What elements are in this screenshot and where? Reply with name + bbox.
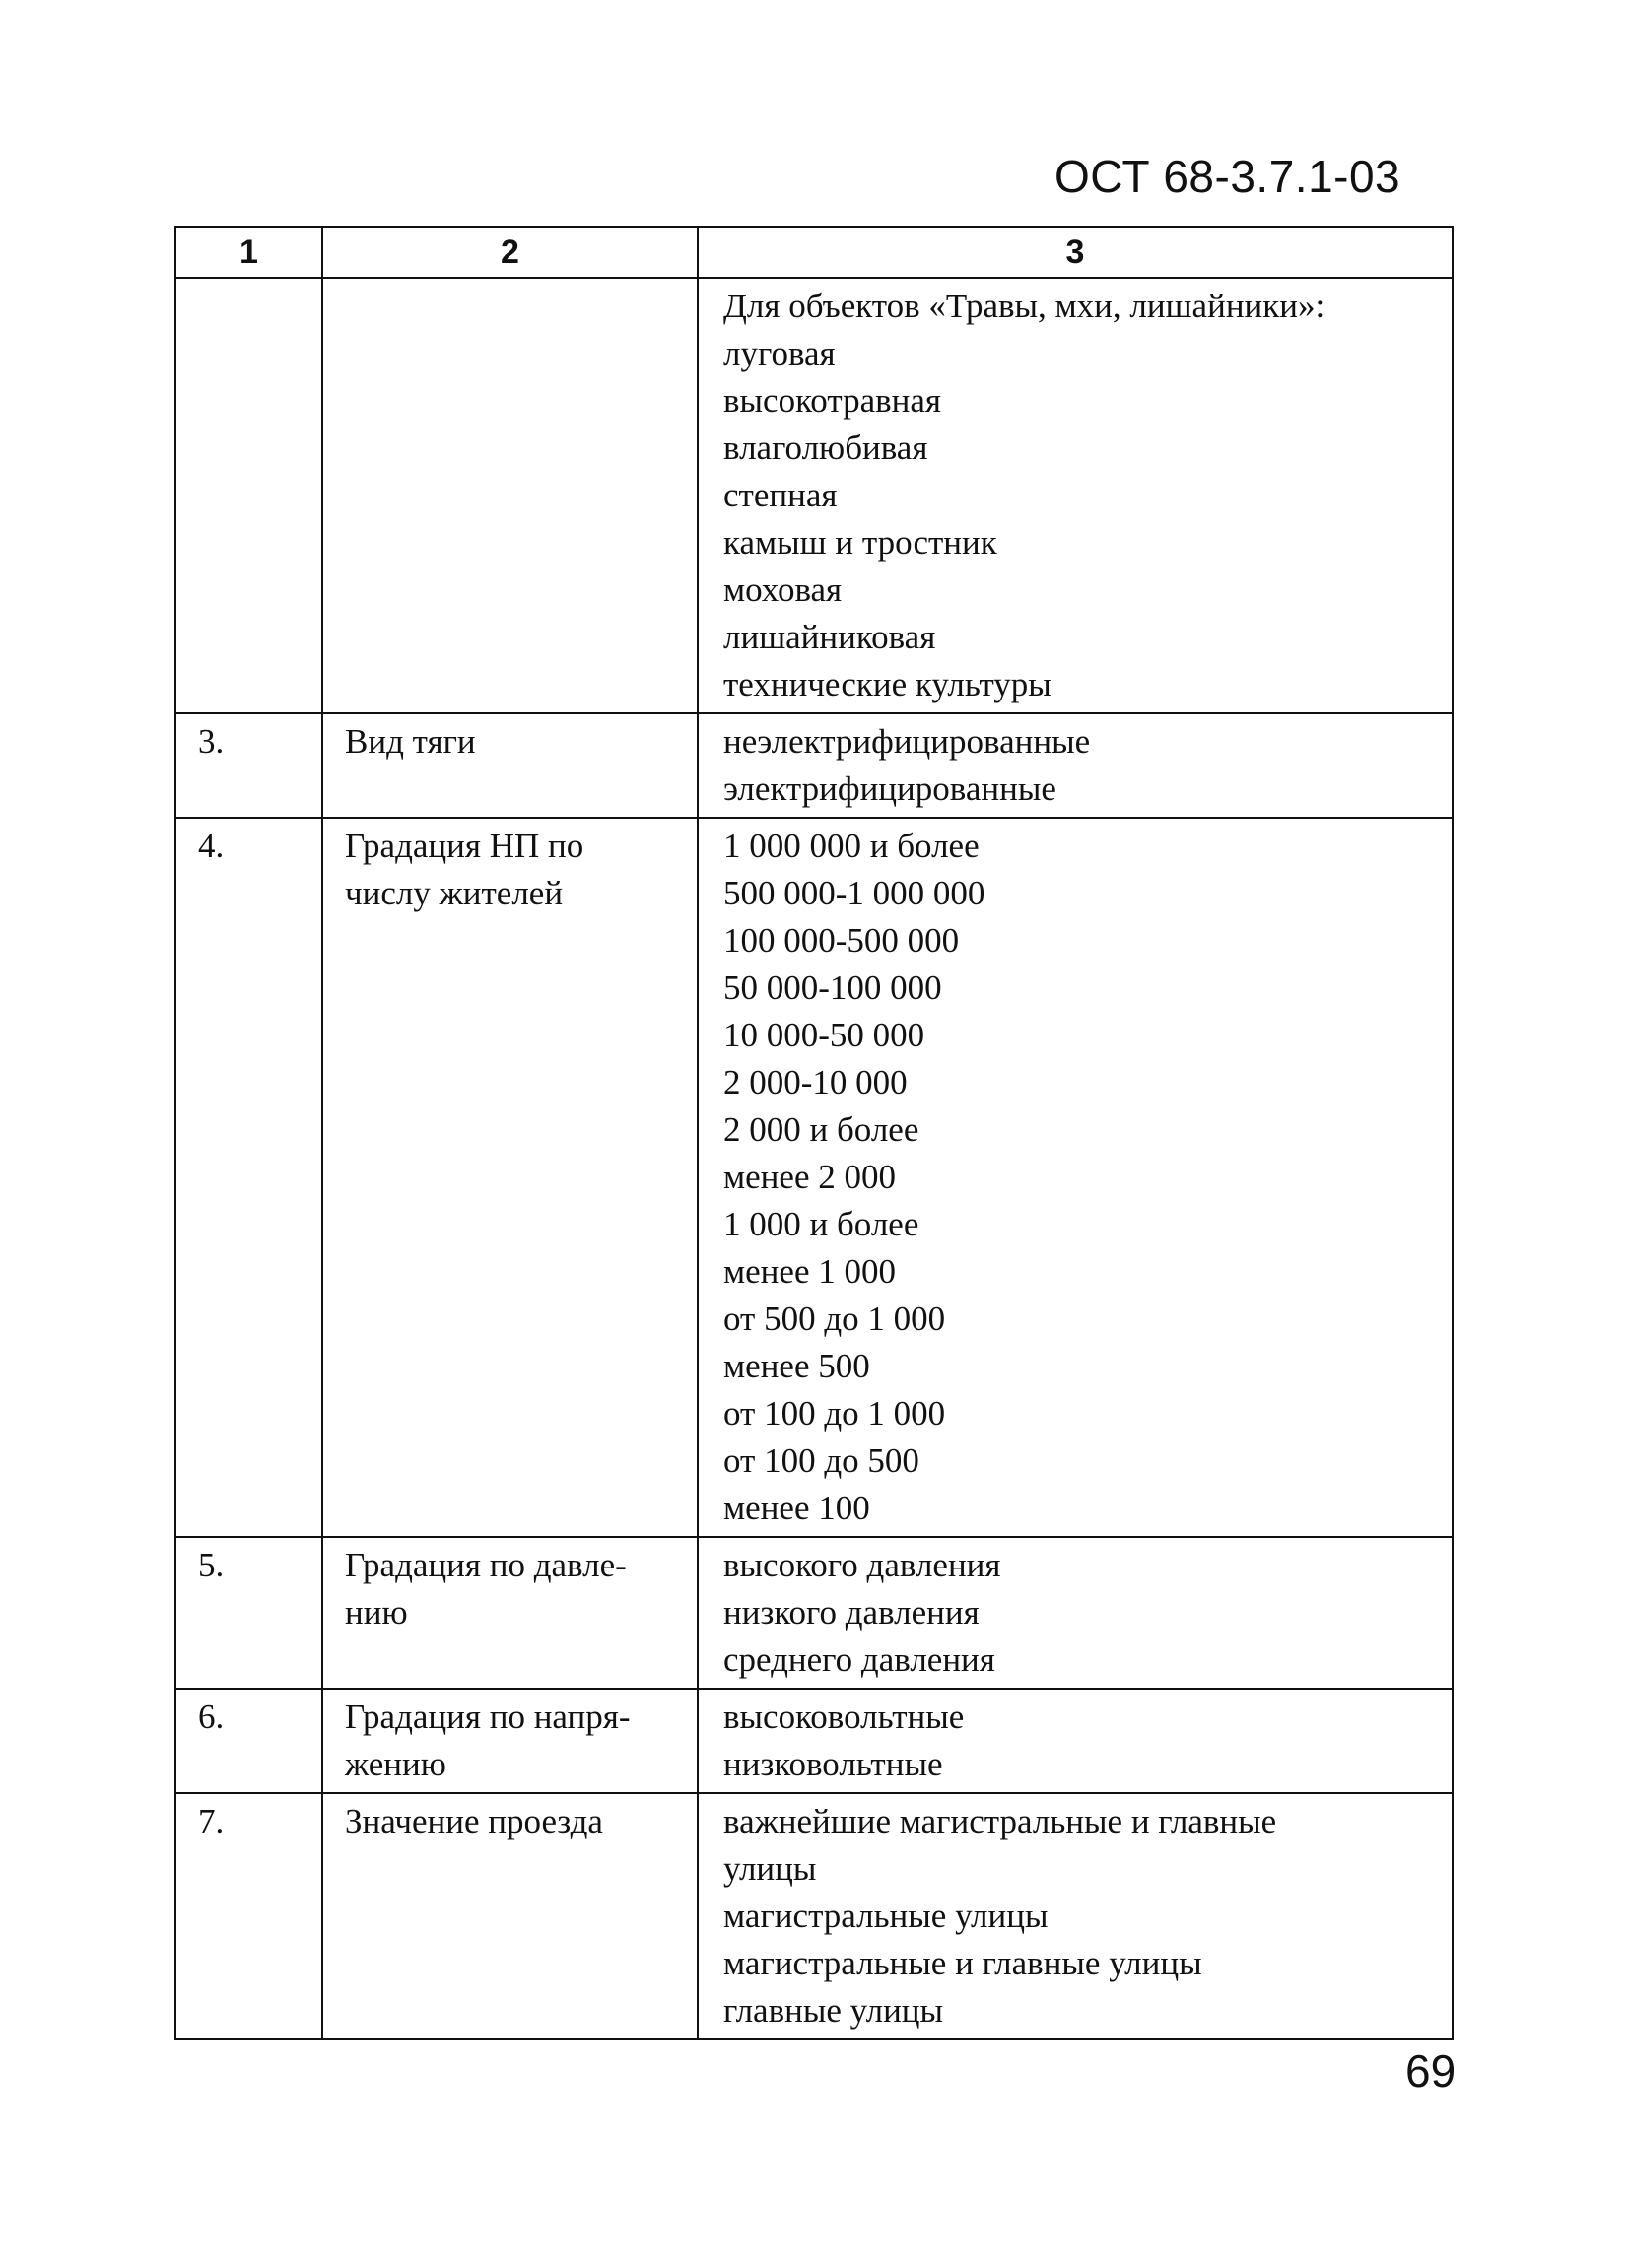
characteristic-cell <box>322 1537 698 1689</box>
value-line: 2 000-10 000 <box>723 1063 908 1101</box>
values-cell <box>698 1537 1453 1689</box>
value-line: технические культуры <box>723 665 1052 703</box>
value-line: луговая <box>723 334 836 372</box>
characteristic-cell <box>322 713 698 818</box>
value-line: менее 500 <box>723 1347 870 1385</box>
characteristic-cell <box>322 818 698 1537</box>
value-line: камыш и тростник <box>723 523 997 562</box>
row-number-cell <box>175 278 322 713</box>
table-row <box>175 278 1453 713</box>
table-row <box>175 713 1453 818</box>
values-cell <box>698 1793 1453 2039</box>
value-line: от 500 до 1 000 <box>723 1300 946 1338</box>
value-line: 100 000-500 000 <box>723 921 960 960</box>
column-header-2: 2 <box>322 227 698 278</box>
value-line: высокотравная <box>723 381 941 420</box>
table-row <box>175 1793 1453 2039</box>
value-line: 2 000 и более <box>723 1110 919 1149</box>
characteristic-cell <box>322 278 698 713</box>
value-line: 500 000-1 000 000 <box>723 874 985 912</box>
characteristic-line: Вид тяги <box>345 722 476 761</box>
value-line: низкого давления <box>723 1593 980 1632</box>
values-cell <box>698 713 1453 818</box>
value-line: неэлектрифицированные <box>723 722 1091 761</box>
values-cell <box>698 1689 1453 1793</box>
characteristic-line: Значение проезда <box>345 1802 603 1840</box>
characteristic-line: числу жителей <box>345 874 564 912</box>
column-header-1: 1 <box>175 227 322 278</box>
table-row <box>175 1689 1453 1793</box>
values-cell <box>698 818 1453 1537</box>
characteristic-cell <box>322 1689 698 1793</box>
value-line: от 100 до 500 <box>723 1441 919 1480</box>
value-line: 10 000-50 000 <box>723 1016 925 1054</box>
document-code: ОСТ 68-3.7.1-03 <box>1054 151 1401 202</box>
value-line: Для объектов «Травы, мхи, лишайники»: <box>723 287 1325 325</box>
value-line: высоковольтные <box>723 1698 965 1736</box>
table-header-row <box>175 227 1453 278</box>
table-row <box>175 818 1453 1537</box>
value-line: лишайниковая <box>723 618 936 656</box>
value-line: от 100 до 1 000 <box>723 1394 946 1433</box>
row-number-cell: 7. <box>175 1793 322 2039</box>
value-line: главные улицы <box>723 1991 944 2030</box>
classification-table <box>174 226 1454 2040</box>
characteristic-line: Градация НП по <box>345 827 584 865</box>
value-line: магистральные и главные улицы <box>723 1944 1202 1982</box>
value-line: высокого давления <box>723 1546 1001 1584</box>
values-cell <box>698 278 1453 713</box>
value-line: улицы <box>723 1849 817 1888</box>
value-line: низковольтные <box>723 1745 943 1783</box>
characteristic-line: жению <box>345 1745 446 1783</box>
table-body <box>175 278 1453 2039</box>
characteristic-line: нию <box>345 1593 408 1632</box>
value-line: менее 2 000 <box>723 1158 896 1196</box>
row-number-cell: 6. <box>175 1689 322 1793</box>
value-line: степная <box>723 476 838 514</box>
row-number-cell: 5. <box>175 1537 322 1689</box>
row-number-cell: 4. <box>175 818 322 1537</box>
row-number-cell: 3. <box>175 713 322 818</box>
value-line: 1 000 000 и более <box>723 827 980 865</box>
value-line: моховая <box>723 570 843 609</box>
value-line: 1 000 и более <box>723 1205 919 1243</box>
value-line: электрифицированные <box>723 769 1056 808</box>
value-line: магистральные улицы <box>723 1897 1049 1935</box>
value-line: менее 100 <box>723 1489 870 1527</box>
page-number: 69 <box>1405 2045 1457 2097</box>
characteristic-line: Градация по давле- <box>345 1546 627 1584</box>
table-row <box>175 1537 1453 1689</box>
characteristic-line: Градация по напря- <box>345 1698 631 1736</box>
characteristic-cell <box>322 1793 698 2039</box>
value-line: среднего давления <box>723 1640 995 1679</box>
value-line: 50 000-100 000 <box>723 968 942 1007</box>
value-line: влаголюбивая <box>723 429 928 467</box>
value-line: менее 1 000 <box>723 1252 896 1291</box>
value-line: важнейшие магистральные и главные <box>723 1802 1277 1840</box>
column-header-3: 3 <box>698 227 1453 278</box>
